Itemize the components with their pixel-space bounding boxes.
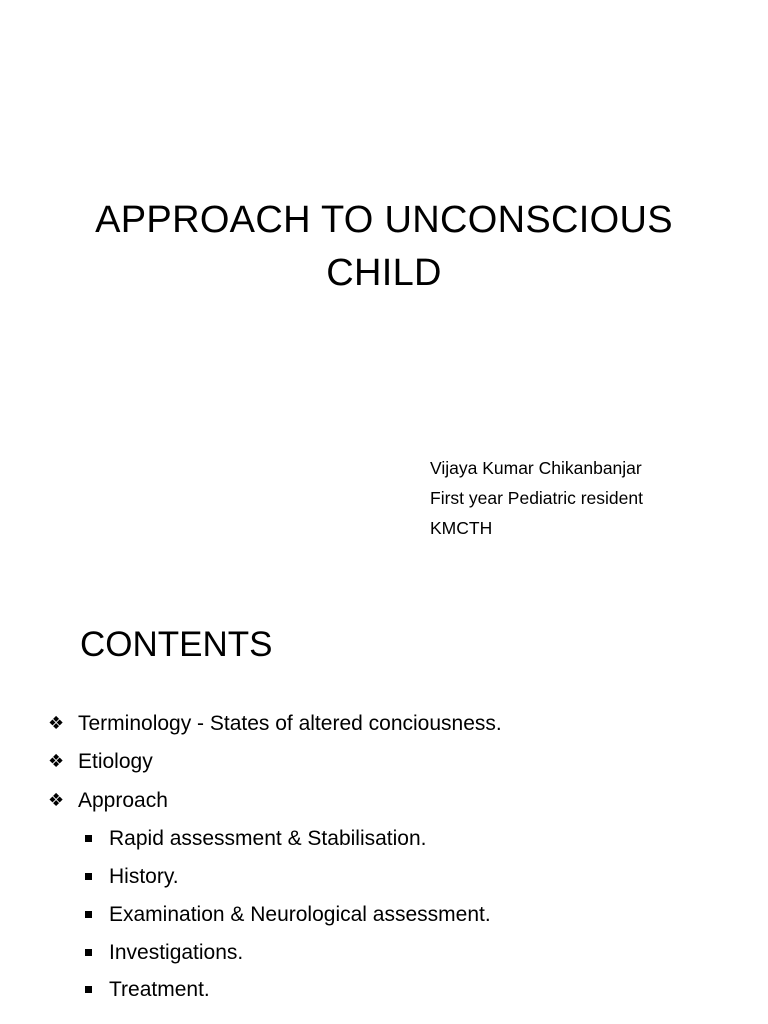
list-item-text: Treatment. bbox=[109, 978, 210, 1001]
list-item bbox=[48, 787, 168, 815]
list-item bbox=[48, 710, 502, 738]
diamond-bullet-icon: ❖ bbox=[48, 713, 65, 733]
list-item bbox=[109, 825, 427, 853]
square-bullet-icon bbox=[85, 949, 92, 956]
list-item-text: Approach bbox=[78, 789, 168, 812]
list-item-text: Rapid assessment & Stabilisation. bbox=[109, 827, 427, 850]
list-item bbox=[109, 939, 243, 967]
square-bullet-icon bbox=[85, 986, 92, 993]
contents-slide bbox=[0, 590, 768, 1024]
list-item bbox=[109, 976, 210, 1004]
list-item-text: Terminology - States of altered conciousness. bbox=[78, 712, 502, 735]
list-item-text: Examination & Neurological assessment. bbox=[109, 903, 491, 926]
square-bullet-icon bbox=[85, 911, 92, 918]
author-institution: KMCTH bbox=[430, 518, 493, 538]
square-bullet-icon bbox=[85, 873, 92, 880]
list-item-text: Etiology bbox=[78, 750, 153, 773]
list-item bbox=[109, 901, 491, 929]
diamond-bullet-icon: ❖ bbox=[48, 790, 65, 810]
slide-title-line-2: CHILD bbox=[326, 252, 442, 294]
author-name: Vijaya Kumar Chikanbanjar bbox=[430, 458, 642, 478]
diamond-bullet-icon: ❖ bbox=[48, 751, 65, 771]
slide-title bbox=[40, 194, 728, 300]
author-block bbox=[430, 453, 643, 543]
list-item bbox=[48, 748, 153, 776]
contents-heading: CONTENTS bbox=[80, 625, 273, 664]
slide-title-line-1: APPROACH TO UNCONSCIOUS bbox=[95, 199, 673, 241]
author-role: First year Pediatric resident bbox=[430, 488, 643, 508]
list-item bbox=[109, 863, 179, 891]
list-item-text: History. bbox=[109, 865, 179, 888]
list-item-text: Investigations. bbox=[109, 941, 244, 964]
square-bullet-icon bbox=[85, 835, 92, 842]
